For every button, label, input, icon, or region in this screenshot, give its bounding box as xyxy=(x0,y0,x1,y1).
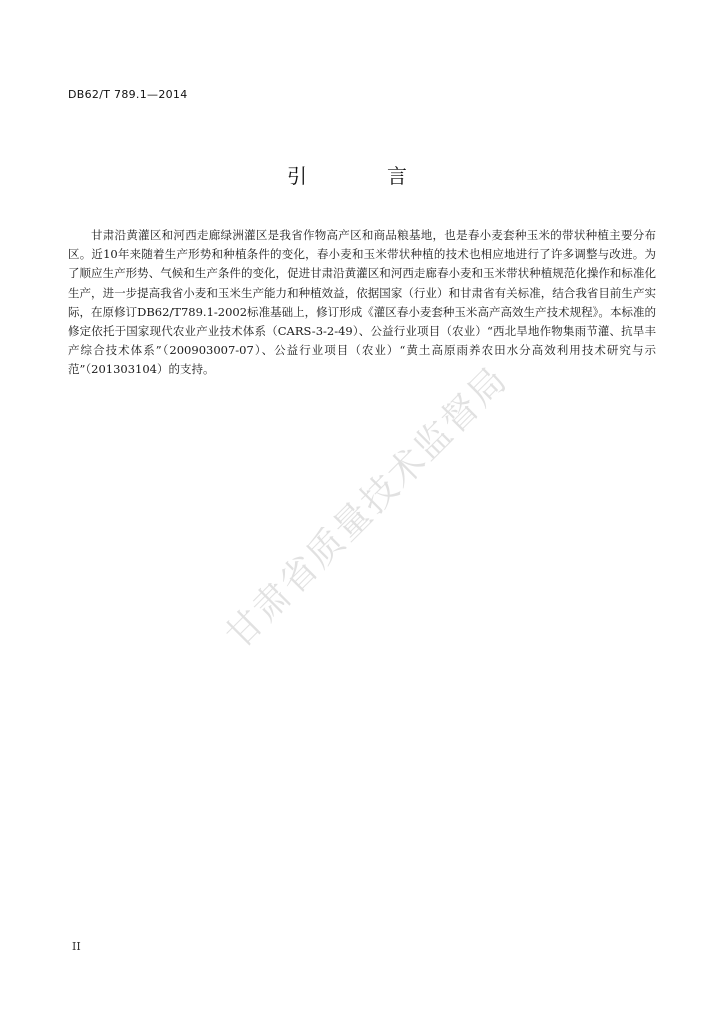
page-number: II xyxy=(72,940,81,953)
introduction-paragraph: 甘肃沿黄灌区和河西走廊绿洲灌区是我省作物高产区和商品粮基地，也是春小麦套种玉米的带状种植主要分布区。近10年来随着生产形势和种植条件的变化，春小麦和玉米带状种植的技术也相应地进行了许多调整与改进。为了顺应生产形势、气候和生产条件的变化，促进甘肃沿黄灌区和河西走廊春小麦和玉米带状种植规范化操作和标准化生产，进一步提高我省小麦和玉米生产能力和种植效益，依据国家（行业）和甘肃省有关标准，结合我省目前生产实际，在原修订DB62/T789.1-2002标准基础上，修订形成《灌区春小麦套种玉米高产高效生产技术规程》。本标准的修定依托于国家现代农业产业技术体系（CARS-3-2-49）、公益行业项目（农业）“西北旱地作物集雨节灌、抗旱丰产综合技术体系”（200903007-07）、公益行业项目（农业）“黄土高原雨养农田水分高效利用技术研究与示范”（201303104）的支持。 xyxy=(68,228,656,377)
page-title: 引 言 xyxy=(287,164,437,188)
watermark: 甘肃省质量技术监督局 xyxy=(218,358,516,657)
document-code: DB62/T 789.1—2014 xyxy=(68,88,188,101)
